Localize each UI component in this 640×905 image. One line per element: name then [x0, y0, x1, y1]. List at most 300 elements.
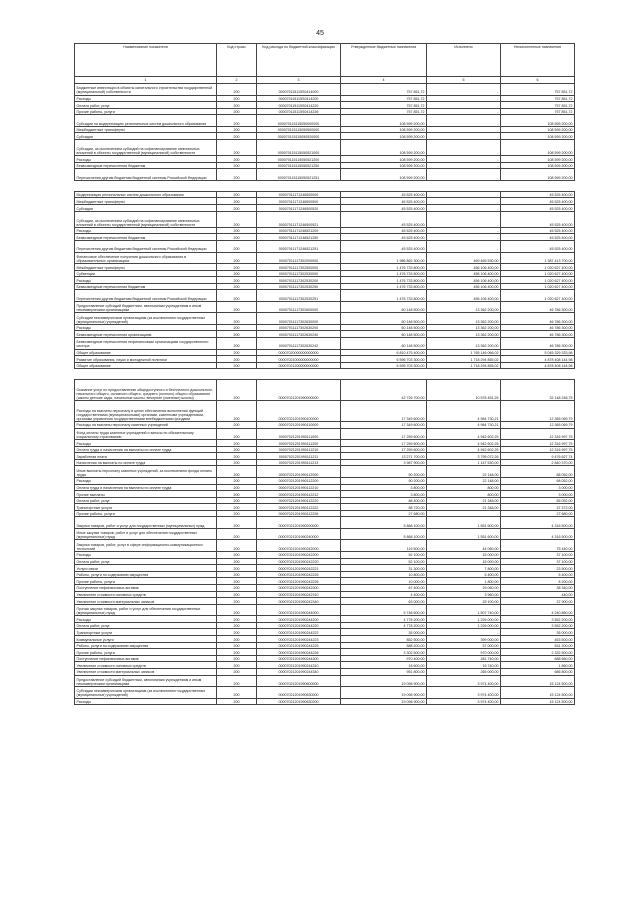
table-row	[75, 401, 575, 422]
row-budget-code-cell: 00007021201990242000	[257, 540, 341, 552]
table-row	[75, 84, 575, 96]
row-approved-cell: 3 987 900,00	[341, 459, 427, 466]
table-row	[75, 636, 575, 643]
budget-execution-table	[74, 43, 575, 705]
row-approved-cell: 45 525 400,00	[341, 191, 427, 198]
row-executed-cell: 13 362 200,00	[427, 324, 501, 331]
row-approved-cell: 31 300,00	[341, 565, 427, 572]
row-name-cell: Субвенции	[75, 270, 217, 277]
row-executed-cell: 970 000,00	[427, 649, 501, 656]
row-approved-cell: 45 525 400,00	[341, 241, 427, 253]
row-line-code-cell: 200	[217, 108, 257, 115]
table-row	[75, 356, 575, 363]
row-line-code-cell: 200	[217, 356, 257, 363]
row-budget-code-cell: 00007011171246521250	[257, 234, 341, 241]
row-name-cell	[75, 180, 217, 191]
table-row	[75, 270, 575, 277]
row-line-code-cell: 200	[217, 191, 257, 198]
row-line-code-cell: 200	[217, 338, 257, 350]
row-line-code-cell: 200	[217, 675, 257, 687]
row-approved-cell: 60 148 500,00	[341, 331, 427, 338]
row-name-cell: Субсидии, за исключением субсидий на софинансирование капитальных вложений в объекты государственной (муниципальной) собственности	[75, 211, 217, 227]
row-remaining-cell: 757 851,72	[501, 84, 575, 96]
table-spacer-row	[75, 180, 575, 191]
row-name-cell: Коммунальные услуги	[75, 636, 217, 643]
row-budget-code-cell: 00007011171246521200	[257, 227, 341, 234]
row-budget-code-cell: 00007021201990000000	[257, 380, 341, 401]
row-name-cell: Расходы	[75, 277, 217, 284]
row-line-code-cell: 200	[217, 205, 257, 212]
table-row	[75, 301, 575, 313]
row-line-code-cell: 200	[217, 421, 257, 428]
row-name-cell: Оказание услуг по предоставлению общедоступного и бесплатного дошкольного, начального общего, основного общего, среднего (полного) общего образования (школы детские сады, начальные школы, вечерние (сменные) школы)	[75, 380, 217, 401]
table-row	[75, 558, 575, 565]
row-budget-code-cell: 00007021201990244226	[257, 649, 341, 656]
row-executed-cell: -	[427, 198, 501, 205]
row-name-cell: Прочая закупка товаров, работ и услуг для обеспечения государственных (муниципальных) нужд	[75, 604, 217, 616]
row-line-code-cell: 200	[217, 517, 257, 529]
row-executed-cell: 21 348,00	[427, 504, 501, 511]
row-approved-cell: 42 726 700,00	[341, 380, 427, 401]
row-executed-cell: -	[427, 191, 501, 198]
row-line-code-cell: 200	[217, 655, 257, 662]
row-name-cell: Межбюджетные трансферты	[75, 198, 217, 205]
row-budget-code-cell: 00007011171246500500	[257, 198, 341, 205]
row-remaining-cell: 12 316 997,75	[501, 440, 575, 447]
row-name-cell: Иные выплаты персоналу казенных учреждений, за исключением фонда оплаты труда	[75, 466, 217, 478]
row-budget-code-cell	[257, 369, 341, 380]
row-line-code-cell: 200	[217, 466, 257, 478]
row-budget-code-cell: 000070115115S0414226	[257, 108, 341, 115]
row-line-code-cell: 200	[217, 571, 257, 578]
table-row	[75, 578, 575, 585]
row-executed-cell: -	[427, 126, 501, 133]
row-name-cell: Прочие работы, услуги	[75, 510, 217, 517]
row-executed-cell: -	[427, 211, 501, 227]
column-number: 3	[257, 77, 341, 84]
row-remaining-cell: 68 052,00	[501, 466, 575, 478]
row-line-code-cell: 200	[217, 662, 257, 669]
row-remaining-cell: 2 840 370,00	[501, 459, 575, 466]
row-budget-code-cell: 00007021201990110000	[257, 421, 341, 428]
row-budget-code-cell: 00007021201990244223	[257, 636, 341, 643]
row-line-code-cell: 200	[217, 491, 257, 498]
table-row	[75, 227, 575, 234]
row-line-code-cell: 200	[217, 362, 257, 369]
table-row	[75, 675, 575, 687]
row-remaining-cell: 37 100,00	[501, 551, 575, 558]
row-approved-cell: 17 349 600,00	[341, 401, 427, 422]
row-remaining-cell: 46 786 300,00	[501, 331, 575, 338]
row-line-code-cell: 200	[217, 277, 257, 284]
row-remaining-cell	[501, 369, 575, 380]
row-budget-code-cell: 00007011117302600000	[257, 301, 341, 313]
row-budget-code-cell: 00007021201990244225	[257, 642, 341, 649]
row-line-code-cell: 200	[217, 504, 257, 511]
row-budget-code-cell: 00007021201990111213	[257, 459, 341, 466]
row-remaining-cell: 15 124 500,00	[501, 687, 575, 699]
row-line-code-cell: 200	[217, 510, 257, 517]
row-line-code-cell: 200	[217, 241, 257, 253]
row-remaining-cell: 45 525 400,00	[501, 191, 575, 198]
row-executed-cell: 3 795 072,26	[427, 453, 501, 460]
row-budget-code-cell: 00007021201990112000	[257, 466, 341, 478]
table-row	[75, 662, 575, 669]
row-name-cell: Безвозмездные перечисления бюджетам	[75, 283, 217, 290]
row-line-code-cell: 200	[217, 440, 257, 447]
row-executed-cell: 4 942 602,25	[427, 440, 501, 447]
row-line-code-cell: 200	[217, 446, 257, 453]
row-approved-cell: 63 000,00	[341, 598, 427, 605]
row-approved-cell: 60 148 500,00	[341, 301, 427, 313]
row-line-code-cell: 200	[217, 84, 257, 96]
row-remaining-cell: 12 365 069,79	[501, 421, 575, 428]
row-name-cell: Закупка товаров, работ, услуг в сфере информационно-коммуникационных технологий	[75, 540, 217, 552]
row-executed-cell: -	[427, 629, 501, 636]
row-remaining-cell: 45 525 400,00	[501, 227, 575, 234]
row-budget-code-cell: 00007021201990200000	[257, 517, 341, 529]
row-approved-cell: 13 271 700,00	[341, 453, 427, 460]
row-remaining-cell: 108 599 200,00	[501, 139, 575, 155]
row-budget-code-cell: 00007011117302630242	[257, 338, 341, 350]
row-line-code-cell: 200	[217, 428, 257, 440]
row-approved-cell: 4 778 200,00	[341, 616, 427, 623]
table-row	[75, 108, 575, 115]
row-remaining-cell: 32 148 248,75	[501, 380, 575, 401]
row-approved-cell: 108 599 200,00	[341, 139, 427, 155]
row-executed-cell: -	[427, 108, 501, 115]
column-number: 6	[501, 77, 575, 84]
row-executed-cell: 3 974 400,00	[427, 675, 501, 687]
row-approved-cell: 108 599 200,00	[341, 169, 427, 181]
column-header-budget-code: Код расхода по бюджетной классификации	[257, 44, 341, 77]
row-executed-cell: 1 147 530,00	[427, 459, 501, 466]
row-approved-cell: 5 868 100,00	[341, 528, 427, 540]
row-line-code-cell: 200	[217, 313, 257, 325]
row-budget-code-cell: 00007011117302000000	[257, 252, 341, 264]
row-name-cell: Транспортные услуги	[75, 504, 217, 511]
row-name-cell: Расходы	[75, 227, 217, 234]
row-line-code-cell: 200	[217, 604, 257, 616]
row-approved-cell: 10 000,00	[341, 578, 427, 585]
row-executed-cell: -	[427, 115, 501, 127]
row-remaining-cell: 45 525 400,00	[501, 205, 575, 212]
row-approved-cell: 19 098 900,00	[341, 687, 427, 699]
table-row	[75, 466, 575, 478]
row-line-code-cell: 200	[217, 558, 257, 565]
row-name-cell: Транспортные услуги	[75, 629, 217, 636]
column-number-row	[75, 77, 575, 84]
table-row	[75, 126, 575, 133]
row-budget-code-cell: 000070115115S0414220	[257, 102, 341, 109]
row-name-cell: Расходы	[75, 698, 217, 705]
row-approved-cell: 90 200,00	[341, 477, 427, 484]
row-line-code-cell: 200	[217, 270, 257, 277]
table-row	[75, 668, 575, 675]
table-row	[75, 622, 575, 629]
row-budget-code-cell: 00007021201990242226	[257, 578, 341, 585]
row-name-cell: Работы, услуги по содержанию имущества	[75, 571, 217, 578]
row-line-code-cell: 200	[217, 551, 257, 558]
row-approved-cell: 17 349 600,00	[341, 421, 427, 428]
row-approved-cell: 970 400,00	[341, 655, 427, 662]
row-budget-code-cell: 00007011171246500521	[257, 211, 341, 227]
row-remaining-cell: 1 020 627 400,00	[501, 270, 575, 277]
table-row	[75, 380, 575, 401]
table-row	[75, 497, 575, 504]
row-name-cell: Прочие работы, услуги	[75, 108, 217, 115]
row-name-cell: Расходы	[75, 324, 217, 331]
row-executed-cell: 399 000,00	[427, 636, 501, 643]
table-row	[75, 205, 575, 212]
row-name-cell: Услуги связи	[75, 565, 217, 572]
row-remaining-cell: 757 851,72	[501, 95, 575, 102]
column-header-remaining: Неисполненные назначения	[501, 44, 575, 77]
row-executed-cell: 1 551 600,00	[427, 517, 501, 529]
row-line-code-cell: 200	[217, 283, 257, 290]
row-budget-code-cell: 00007021201990242225	[257, 571, 341, 578]
row-executed-cell: -	[427, 139, 501, 155]
row-remaining-cell: 108 599 200,00	[501, 126, 575, 133]
row-budget-code-cell: 00007020000000000000	[257, 349, 341, 356]
row-remaining-cell: 108 599 200,00	[501, 115, 575, 127]
table-row	[75, 162, 575, 169]
row-approved-cell: 10 800,00	[341, 571, 427, 578]
row-remaining-cell: 37 100,00	[501, 558, 575, 565]
row-approved-cell: 19 098 900,00	[341, 698, 427, 705]
row-remaining-cell: 75 440,00	[501, 540, 575, 552]
row-budget-code-cell: 000070115115050520000	[257, 133, 341, 140]
row-line-code-cell: 200	[217, 95, 257, 102]
row-approved-cell: 45 525 400,00	[341, 227, 427, 234]
table-row	[75, 446, 575, 453]
row-approved-cell: 951 800,00	[341, 668, 427, 675]
row-name-cell: Поступление нефинансовых активов	[75, 584, 217, 591]
row-name-cell: Расходы на выплаты персоналу казенных учреждений	[75, 421, 217, 428]
row-remaining-cell: 1 020 627 400,00	[501, 264, 575, 271]
table-row	[75, 484, 575, 491]
row-budget-code-cell: 000070115115050500000	[257, 126, 341, 133]
table-row	[75, 191, 575, 198]
table-row	[75, 565, 575, 572]
row-line-code-cell: 200	[217, 598, 257, 605]
table-row	[75, 649, 575, 656]
row-approved-cell: 90 200,00	[341, 466, 427, 478]
row-line-code-cell: 200	[217, 401, 257, 422]
page-number: 45	[316, 30, 324, 37]
row-executed-cell: 22 148,00	[427, 466, 501, 478]
row-budget-code-cell: 00007011171246500520	[257, 205, 341, 212]
row-name-cell: Перечисления другим бюджетам бюджетной системы Российской Федерации	[75, 169, 217, 181]
row-executed-cell: 13 362 200,00	[427, 301, 501, 313]
row-remaining-cell: 1 387 413 700,00	[501, 252, 575, 264]
row-remaining-cell: 1 860,00	[501, 662, 575, 669]
row-remaining-cell: 9 476 627,74	[501, 453, 575, 460]
row-line-code-cell: 200	[217, 252, 257, 264]
row-budget-code-cell: 00007011171246500000	[257, 191, 341, 198]
row-executed-cell: 22 148,00	[427, 477, 501, 484]
row-executed-cell: 1 800,00	[427, 578, 501, 585]
row-name-cell: Безвозмездные перечисления нефинансовым организациям государственного сектора	[75, 338, 217, 350]
row-line-code-cell: 200	[217, 133, 257, 140]
row-line-code-cell: 200	[217, 162, 257, 169]
row-name-cell: Заработная плата	[75, 453, 217, 460]
row-remaining-cell: 45 525 400,00	[501, 211, 575, 227]
row-name-cell: Расходы	[75, 551, 217, 558]
row-executed-cell: 1 507 740,00	[427, 604, 501, 616]
table-row	[75, 477, 575, 484]
row-line-code-cell: 200	[217, 169, 257, 181]
row-approved-cell: 119 500,00	[341, 540, 427, 552]
row-remaining-cell: 12 316 997,75	[501, 446, 575, 453]
table-row	[75, 642, 575, 649]
row-budget-code-cell: 00007021201990242220	[257, 558, 341, 565]
row-approved-cell: 17 259 600,00	[341, 428, 427, 440]
row-budget-code-cell: 00007021000000000000	[257, 356, 341, 363]
table-row	[75, 655, 575, 662]
row-approved-cell: 60 148 500,00	[341, 338, 427, 350]
row-approved-cell: 6 596 703 300,00	[341, 356, 427, 363]
row-remaining-cell: 2 332 500,00	[501, 649, 575, 656]
table-row	[75, 629, 575, 636]
row-budget-code-cell: 00007011117302530250	[257, 283, 341, 290]
row-remaining-cell: 46 786 300,00	[501, 324, 575, 331]
row-name-cell: Расходы на выплаты персоналу в целях обеспечения выполнения функций государственными (муниципальными) органами, казенными учреждениями, органами управления государственными внебюджетными фондами	[75, 401, 217, 422]
row-line-code-cell: 200	[217, 622, 257, 629]
row-name-cell: Предоставление субсидий бюджетным, автономным учреждениям и иным некоммерческим организациям	[75, 301, 217, 313]
table-row	[75, 504, 575, 511]
table-row	[75, 115, 575, 127]
row-executed-cell: -	[427, 227, 501, 234]
table-row	[75, 338, 575, 350]
row-budget-code-cell: 00007011117302630200	[257, 324, 341, 331]
row-remaining-cell: 108 599 200,00	[501, 169, 575, 181]
column-header-executed: Исполнено	[427, 44, 501, 77]
row-budget-code-cell: 000070115115S0414200	[257, 95, 341, 102]
row-remaining-cell: 12 365 069,79	[501, 401, 575, 422]
row-name-cell: Межбюджетные трансферты	[75, 126, 217, 133]
row-name-cell: Прочие выплаты	[75, 491, 217, 498]
table-row	[75, 211, 575, 227]
row-name-cell: Бюджетные инвестиции в объекты капитального строительства государственной (муниципальной) собственности	[75, 84, 217, 96]
row-remaining-cell: 15 124 500,00	[501, 698, 575, 705]
row-remaining-cell: 4 240 860,00	[501, 604, 575, 616]
row-budget-code-cell: 00007021201990111200	[257, 440, 341, 447]
row-line-code-cell	[217, 369, 257, 380]
row-budget-code-cell: 00007021201990112226	[257, 510, 341, 517]
table-row	[75, 616, 575, 623]
row-executed-cell: 281 740,00	[427, 655, 501, 662]
row-executed-cell: 456 106 400,00	[427, 264, 501, 271]
row-remaining-cell: 531 200,00	[501, 642, 575, 649]
row-executed-cell: 44 060,00	[427, 540, 501, 552]
row-executed-cell: 13 362 200,00	[427, 331, 501, 338]
row-executed-cell: -	[427, 156, 501, 163]
row-approved-cell: 18 600,00	[341, 662, 427, 669]
table-row	[75, 331, 575, 338]
row-line-code-cell: 200	[217, 380, 257, 401]
row-executed-cell	[427, 180, 501, 191]
row-name-cell: Фонд оплаты труда казенных учреждений и взносы по обязательному социальному страхованию	[75, 428, 217, 440]
row-approved-cell: 86 400,00	[341, 497, 427, 504]
row-name-cell: Субсидии, за исключением субсидий на софинансирование капитальных вложений в объекты государственной (муниципальной) собственности	[75, 139, 217, 155]
row-approved-cell: 757 851,72	[341, 102, 427, 109]
row-executed-cell: 3 960,00	[427, 591, 501, 598]
row-line-code-cell: 200	[217, 453, 257, 460]
row-name-cell: Оплата работ, услуг	[75, 558, 217, 565]
row-executed-cell: -	[427, 95, 501, 102]
row-remaining-cell: 35 000,00	[501, 629, 575, 636]
row-budget-code-cell: 00007021201990111210	[257, 446, 341, 453]
row-name-cell: Субсидии	[75, 133, 217, 140]
row-approved-cell: 45 525 400,00	[341, 198, 427, 205]
row-approved-cell: 108 599 200,00	[341, 126, 427, 133]
row-budget-code-cell: 000070115115050521250	[257, 162, 341, 169]
row-remaining-cell: 757 851,72	[501, 108, 575, 115]
row-name-cell: Субсидии	[75, 205, 217, 212]
row-approved-cell: 17 259 600,00	[341, 446, 427, 453]
row-remaining-cell: 3 552 200,00	[501, 622, 575, 629]
row-remaining-cell: 38 340,00	[501, 584, 575, 591]
row-line-code-cell: 200	[217, 668, 257, 675]
row-name-cell: Безвозмездные перечисления бюджетам	[75, 162, 217, 169]
column-header-line-code: Код строки	[217, 44, 257, 77]
column-header-name: Наименование показателя	[75, 44, 217, 77]
row-approved-cell: 757 851,72	[341, 95, 427, 102]
row-approved-cell: 588 200,00	[341, 642, 427, 649]
row-executed-cell: 4 942 602,25	[427, 446, 501, 453]
table-row	[75, 453, 575, 460]
row-line-code-cell: 200	[217, 139, 257, 155]
row-executed-cell	[427, 369, 501, 380]
table-row	[75, 234, 575, 241]
row-executed-cell: 469 465 530,00	[427, 252, 501, 264]
row-budget-code-cell: 00007021201990242310	[257, 591, 341, 598]
table-row	[75, 283, 575, 290]
row-name-cell: Предоставление субсидий бюджетным, автономным учреждениям и иным некоммерческим организациям	[75, 675, 217, 687]
row-approved-cell: 6 810 475 400,00	[341, 349, 427, 356]
row-budget-code-cell: 00007011171246521251	[257, 241, 341, 253]
row-remaining-cell: 1 020 627 400,00	[501, 283, 575, 290]
row-executed-cell: 456 106 400,00	[427, 290, 501, 302]
row-remaining-cell: 4 316 500,00	[501, 517, 575, 529]
row-approved-cell: 52 100,00	[341, 551, 427, 558]
table-row	[75, 604, 575, 616]
row-remaining-cell: 37 372,00	[501, 504, 575, 511]
row-budget-code-cell: 00007021201990112200	[257, 477, 341, 484]
row-name-cell: Закупка товаров, работ и услуг для государственных (муниципальных) нужд	[75, 517, 217, 529]
row-line-code-cell: 200	[217, 331, 257, 338]
row-approved-cell: 3 800,00	[341, 491, 427, 498]
row-executed-cell: 1 226 000,00	[427, 622, 501, 629]
row-executed-cell: 3 974 400,00	[427, 687, 501, 699]
row-name-cell: Расходы	[75, 95, 217, 102]
row-approved-cell: 45 525 400,00	[341, 211, 427, 227]
row-executed-cell: 16 740,00	[427, 662, 501, 669]
row-executed-cell: 13 362 200,00	[427, 313, 501, 325]
row-line-code-cell: 200	[217, 591, 257, 598]
column-number: 4	[341, 77, 427, 84]
row-budget-code-cell: 00007021201990242300	[257, 584, 341, 591]
row-executed-cell: 4 984 730,21	[427, 421, 501, 428]
row-budget-code-cell: 000070115115050521200	[257, 156, 341, 163]
row-line-code-cell: 200	[217, 227, 257, 234]
row-budget-code-cell: 00007021201990244200	[257, 616, 341, 623]
table-row	[75, 510, 575, 517]
row-approved-cell: 4 778 200,00	[341, 622, 427, 629]
row-approved-cell: 1 476 733 800,00	[341, 264, 427, 271]
table-row	[75, 517, 575, 529]
